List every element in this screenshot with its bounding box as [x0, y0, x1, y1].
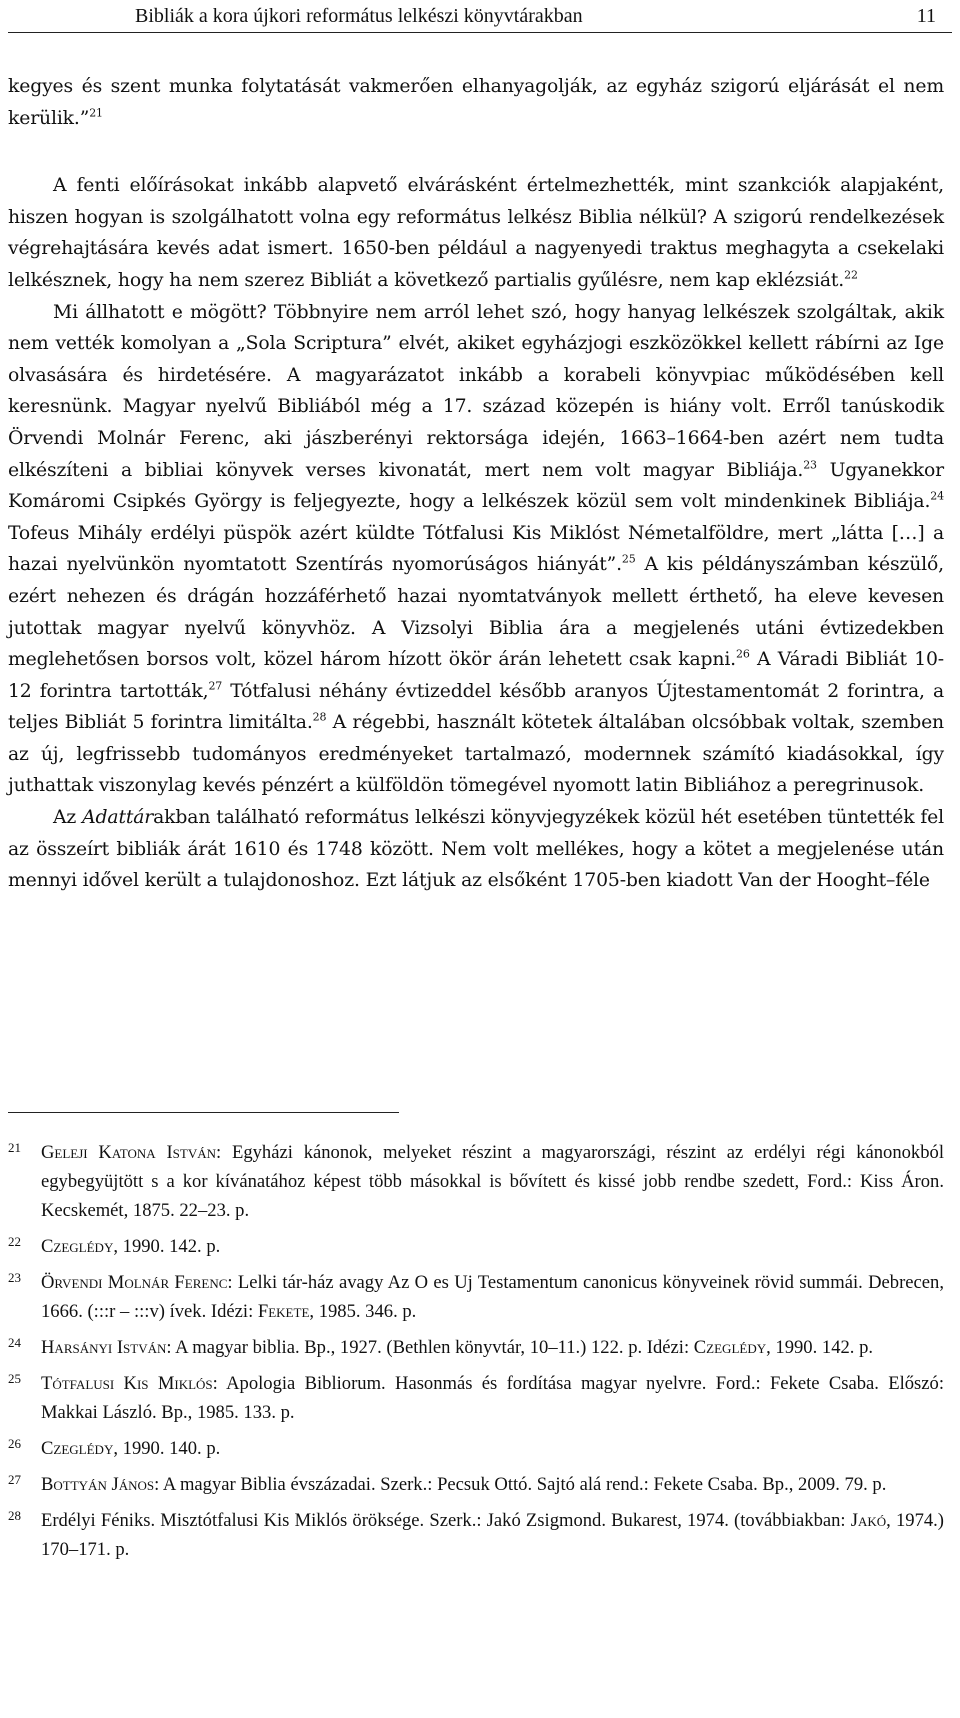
footnote-author: Czeglédy: [41, 1236, 114, 1257]
footnote-author: Harsányi István: [41, 1337, 167, 1358]
footnote: [8, 1333, 944, 1362]
paragraph-text: A régebbi, használt kötetek általában olcsóbbak voltak, szemben az új, legfrissebb tudományos eredményeket tartalmazó, modernnek számító kiadásokkal, így juthattak viszonylag kevés pénzért a külföldön tömegével nyomott latin Bibliához a peregrinusok.: [8, 712, 944, 797]
footnote-text: : Apologia Bibliorum. Hasonmás és fordítása magyar nyelvre. Ford.: Fekete Csaba. Előszó: Makkai László. Bp., 1985. 133. p.: [41, 1373, 945, 1423]
footnote-ref: 27: [208, 679, 223, 693]
footnote-author: Jakó: [850, 1510, 887, 1531]
main-text: [8, 71, 944, 897]
footnote-text: : A magyar Biblia évszázadai. Szerk.: Pecsuk Ottó. Sajtó alá rend.: Fekete Csaba. Bp., 2009. 79. p.: [154, 1474, 887, 1495]
footnote-author: Bottyán János: [41, 1474, 155, 1495]
running-title: Bibliák a kora újkori református lelkészi könyvtárakban: [135, 5, 583, 27]
footnote-number: 22: [8, 1234, 21, 1249]
footnote-number: 23: [8, 1270, 21, 1285]
footnote-separator: [8, 1112, 399, 1113]
footnote-author: Czeglédy: [693, 1337, 767, 1358]
footnote-text: : A magyar biblia. Bp., 1927. (Bethlen könyvtár, 10–11.) 122. p. Idézi:: [166, 1337, 694, 1358]
paragraph-text: A fenti előírásokat inkább alapvető elvárásként értelmezhették, mint szankciók alapjaként, hiszen hogyan is szolgálhatott volna egy református lelkész Biblia nélkül? A szigorú rendelkezések végrehajtására kevés adat ismert. 1650-ben például a nagyenyedi traktus meghagyta a csekelaki lelkésznek, hogy ha nem szerez Bibliát a következő partialis gyűlésre, nem kap eklézsiát.: [8, 175, 944, 291]
paragraph-text: A Váradi Bibliát 10-12 forintra tartották,: [8, 649, 944, 702]
footnote-author: Örvendi Molnár Ferenc: [41, 1272, 228, 1293]
footnote-text: , 1985. 346. p.: [309, 1301, 417, 1322]
paragraph-text: kegyes és szent munka folytatását vakmerően elhanyagolják, az egyház szigorú eljárását el nem kerülik.”: [8, 76, 944, 129]
footnote: [8, 1434, 944, 1463]
footnote-text: , 1974.) 170–171. p.: [41, 1510, 944, 1560]
footnote: [8, 1470, 944, 1499]
footnote-ref: 23: [803, 458, 817, 472]
footnote-number: 27: [8, 1472, 21, 1487]
footnote-text: , 1990. 140. p.: [113, 1438, 221, 1459]
footnote-number: 21: [8, 1140, 21, 1155]
footnote-ref: 22: [844, 268, 858, 282]
paragraph-text: akban található református lelkészi könyvjegyzékek közül hét esetében tüntették fel az összeírt bibliák árát 1610 és 1748 között. Nem volt mellékes, hogy a kötet a megjelenése után mennyi idővel került a tulajdonoshoz. Ezt látjuk az elsőként 1705-ben kiadott Van der Hooght–féle: [8, 807, 944, 892]
footnote-text: , 1990. 142. p.: [766, 1337, 874, 1358]
footnote-author: Czeglédy: [41, 1438, 114, 1459]
paragraph-text: Az: [53, 807, 83, 829]
running-header: [8, 0, 952, 33]
footnote-author: Fekete: [257, 1301, 310, 1322]
footnote-number: 28: [8, 1508, 21, 1523]
footnote-ref: 28: [312, 711, 327, 725]
paragraph-4: [8, 802, 944, 897]
footnote-number: 26: [8, 1436, 21, 1451]
paragraph-text: Tofeus Mihály erdélyi püspök azért küldte Tótfalusi Kis Miklóst Németalföldre, mert „látta […] a hazai nyelvünkön nyomtatott Szentírás nyomorúságos hiányát”.: [8, 522, 944, 576]
footnote-ref: 26: [736, 647, 750, 661]
footnote: [8, 1232, 944, 1261]
paragraph-text: Mi állhatott e mögött? Többnyire nem arról lehet szó, hogy hanyag lelkészek szolgáltak, akik nem vették komolyan a „Sola Scriptura” elvét, akiket egyházjogi eszközökkel kellett rábírni az Ige olvasására és hirdetésére. A magyarázatot inkább a korabeli könyvpiac működésében kell keresnünk. Magyar nyelvű Bibliából még a 17. század közepén is hiány volt. Erről tanúskodik Örvendi Molnár Ferenc, aki jászberényi rektorsága idején, 1663–1664-ben azért nem tudta elkészíteni a bibliai könyvek verses kivonatát, mert nem volt magyar Bibliája.: [8, 301, 944, 481]
paragraph-text: Tótfalusi néhány évtizeddel később aranyos Újtestamentomát 2 forintra, a teljes Bibliát 5 forintra limitálta.: [8, 680, 944, 734]
footnote-text: : Lelki tár-ház avagy Az O es Uj Testamentum canonicus könyveinek rövid summái. Debrecen, 1666. (:::r – :::v) ívek. Idézi:: [41, 1272, 944, 1322]
footnote-text: , 1990. 142. p.: [113, 1236, 221, 1257]
footnote: [8, 1369, 944, 1427]
paragraph-text: A kis példányszámban készülő, ezért nehezen és drágán hozzáférhető hazai nyomtatványok mellett érthető, ha eleve kevesen jutottak magyar nyelvű könyvhöz. A Vizsolyi Biblia ára a megjelenés utáni évtizedekben meglehetősen borsos volt, közel három hízott ökör árán lehetett csak kapni.: [8, 554, 944, 671]
footnote-number: 24: [8, 1335, 21, 1350]
footnote-text: : Egyházi kánonok, melyeket részint a magyarországi, részint az erdélyi régi kánonokból egybegyüjtött s a kor kívánatához képest több másokkal is bővített és kissé jobb rendbe szedett, Ford.: Kiss Áron. Kecskemét, 1875. 22–23. p.: [41, 1142, 944, 1221]
page-number: 11: [916, 5, 936, 27]
footnote-ref: 24: [930, 489, 944, 503]
footnote-ref: 21: [89, 106, 103, 120]
paragraph-1: [8, 71, 944, 134]
footnote-author: Geleji Katona István: [41, 1142, 217, 1163]
footnote: [8, 1268, 944, 1326]
paragraph-text: Ugyanekkor Komáromi Csipkés György is feljegyezte, hogy a lelkészek közül sem volt mindenkinek Bibliája.: [8, 459, 944, 513]
footnotes: [8, 1138, 944, 1571]
footnote: [8, 1138, 944, 1225]
footnote-author: Tótfalusi Kis Miklós: [41, 1373, 213, 1394]
paragraph-2: [8, 170, 944, 296]
paragraph-3: [8, 297, 944, 803]
footnote-text: Erdélyi Féniks. Misztótfalusi Kis Miklós öröksége. Szerk.: Jakó Zsigmond. Bukarest, 1974. (továbbiakban:: [41, 1510, 851, 1531]
italic-title: Adattár: [82, 807, 154, 829]
footnote-number: 25: [8, 1371, 21, 1386]
footnote: [8, 1506, 944, 1564]
footnote-ref: 25: [621, 553, 636, 567]
